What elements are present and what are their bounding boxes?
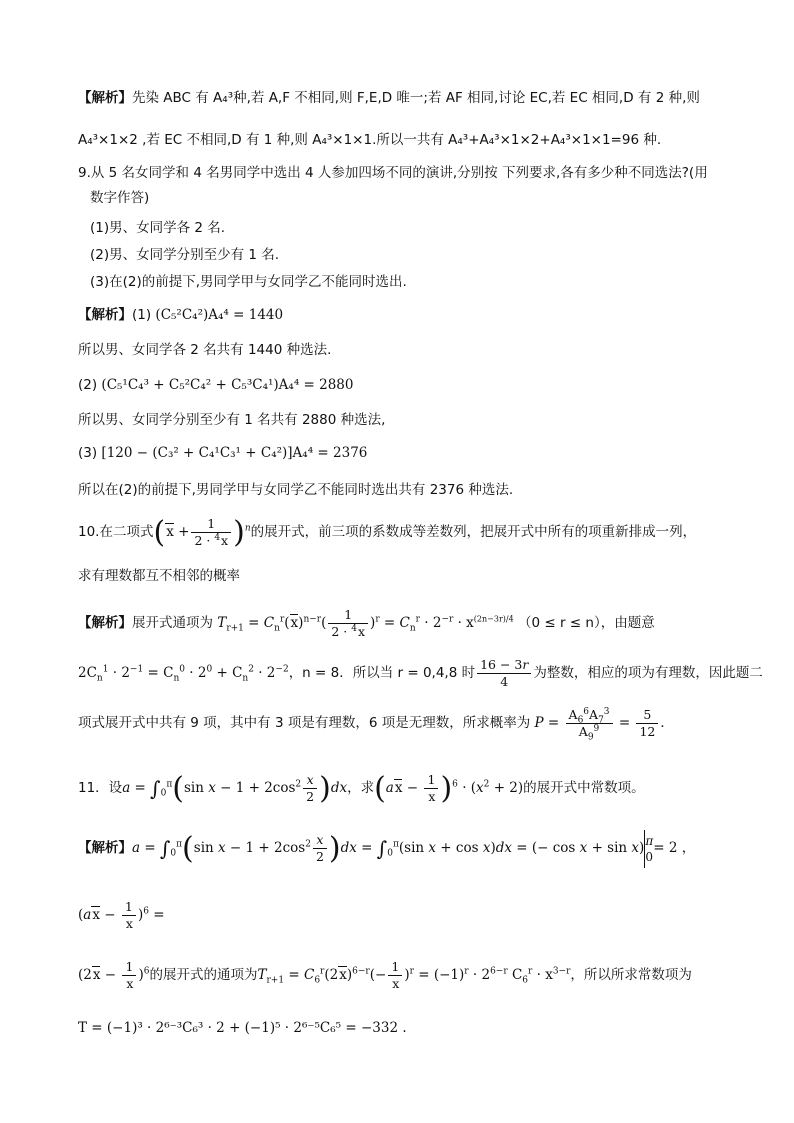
q9-answer-2: (2) (C₅¹C₄³ + C₅²C₄² + C₅³C₄¹)A₄⁴ = 2880 [78, 377, 354, 393]
solution-text-2: A₄³×1×2 ,若 EC 不相同,D 有 1 种,则 A₄³×1×1.所以一共有 A₄³+A₄³×1×2+A₄³×1×1=96 种. [78, 132, 662, 148]
q10-solution-2: $2C_n^1 \cdot 2^{-1} = C_n^0 \cdot 2^0 + C_n^2 \cdot 2^{-2}$，n = 8．所以当 r = 0,4,8 时 $\frac{16 - 3r}{4}$ 为整数，相应的项为有理数，因此题二 [78, 656, 763, 689]
q9-formula-3: [120 − (C₃² + C₄¹C₃¹ + C₄²)]A₄⁴ = 2376 [101, 445, 368, 461]
solution-tag: 【解析】 [78, 307, 132, 323]
q11-binomial-2: (2x − $\frac{1}{x}$ )$^6$ [78, 959, 150, 991]
q10-binomial: (x + $\frac{1}{2 \cdot ^4x}$ )$^n$ [153, 514, 251, 550]
solution-tag: 【解析】 [78, 90, 132, 106]
q10-equation: $2C_n^1 \cdot 2^{-1} = C_n^0 \cdot 2^0 + C_n^2 \cdot 2^{-2}$ [78, 664, 289, 684]
q10-stem-1: 10.在二项式(x + $\frac{1}{2 \cdot ^4x}$ )$^n$的展开式，前三项的系数成等差数列，把展开式中所有的项重新排成一列， [78, 514, 697, 550]
q9-answer-3-text: 所以在(2)的前提下,男同学甲与女同学乙不能同时选出共有 2376 种选法. [78, 482, 514, 498]
q10-stem-2: 求有理数都互不相邻的概率 [78, 568, 240, 584]
q11-final-answer: T = (−1)³ · 2⁶⁻³C₆³ · 2 + (−1)⁵ · 2⁶⁻⁵C₆⁵ = −332 . [78, 1020, 407, 1036]
q10-general-term: $T_{r+1} = C_n^r(x)^{n-r}$( $\frac{1}{2 \cdot ^4x}$ )$^r = C_n^r \cdot 2^{-r} \cdot x^{(2n-3r)/4}$ [217, 607, 514, 639]
q10-fraction: $\frac{16 - 3r}{4}$ [477, 657, 531, 690]
q11-integral-eval: $a = \int_0^\pi(\sin$ $x - 1 + 2\cos^2$ $\frac{x}{2}$ )$dx = \int_0^\pi(\sin$ x + cos x)dx = (− cos x + sin x)π 0 [132, 830, 654, 866]
q11-solution-1: 【解析】$a = \int_0^\pi(\sin$ $x - 1 + 2\cos^2$ $\frac{x}{2}$ )$dx = \int_0^\pi(\sin$ x + cos x)dx = (− cos x + sin x)π 0= 2 ， [78, 830, 696, 866]
q11-integral: $a = \int_0^\pi(\sin$ $x - 1 + 2\cos^2$ $\frac{x}{2}$ )dx [122, 770, 348, 806]
q9-stem-2: 数字作答) [90, 190, 150, 206]
solution-line-2 [78, 130, 661, 150]
solution-line-1 [78, 88, 700, 108]
q10-solution-1: 【解析】展开式通项为 $T_{r+1} = C_n^r(x)^{n-r}$( $\frac{1}{2 \cdot ^4x}$ )$^r = C_n^r \cdot 2^{-r} \cdot x^{(2n-3r)/4}$ （0 ≤ r ≤ n），由题意 [78, 607, 655, 639]
q9-answer-1: 【解析】(1) (C₅²C₄²)A₄⁴ = 1440 [78, 307, 284, 323]
q9-answer-1-text: 所以男、女同学各 2 名共有 1440 种选法. [78, 342, 332, 358]
q9-part-1: (1)男、女同学各 2 名. [90, 220, 226, 236]
q9-answer-2-text: 所以男、女同学分别至少有 1 名共有 2880 种选法, [78, 412, 386, 428]
q9-stem-1: 9.从 5 名女同学和 4 名男同学中选出 4 人参加四场不同的演讲,分别按 下列要求,各有多少种不同选法?(用 [78, 165, 708, 181]
q10-solution-3: 项式展开式中共有 9 项，其中有 3 项是有理数，6 项是无理数，所求概率为 P = $\frac{A_6^6A_7^3}{A_9^9}$ = $\frac{5}{12}$ ． [78, 706, 674, 743]
q9-formula-2: (C₅¹C₄³ + C₅²C₄² + C₅³C₄¹)A₄⁴ = 2880 [101, 377, 354, 393]
solution-tag: 【解析】 [78, 615, 132, 631]
q9-answer-3: (3) [120 − (C₃² + C₄¹C₃¹ + C₄²)]A₄⁴ = 2376 [78, 445, 368, 461]
solution-text-1: 先染 ABC 有 A₄³种,若 A,F 不相同,则 F,E,D 唯一;若 AF 相同,讨论 EC,若 EC 相同,D 有 2 种,则 [132, 90, 700, 106]
q11-general-term: $T_{r+1} = C_6^r(2x)^{6-r}(-$ $\frac{1}{x}$ )$^r = (-1)^r \cdot 2^{6-r}$ $C_6^r \cdot x^{3-r}$ [257, 959, 571, 991]
q11-stem: 11．设$a = \int_0^\pi(\sin$ $x - 1 + 2\cos^2$ $\frac{x}{2}$ )dx，求(ax − $\frac{1}{x}$ )$^6 \cdot (x^2 + 2)$的展开式中常数项。 [78, 770, 645, 806]
q11-solution-2: (ax − $\frac{1}{x}$ )$^6$ = [78, 899, 165, 931]
q10-probability: P = $\frac{A_6^6A_7^3}{A_9^9}$ = $\frac{5}{12}$ ． [534, 706, 674, 743]
q9-formula-1: (C₅²C₄²)A₄⁴ = 1440 [155, 307, 284, 323]
q9-part-2: (2)男、女同学分别至少有 1 名. [90, 247, 280, 263]
solution-tag: 【解析】 [78, 840, 132, 856]
q11-expression: (ax − $\frac{1}{x}$ )$^6 \cdot (x^2 + 2)$ [374, 770, 524, 806]
q9-part-3: (3)在(2)的前提下,男同学甲与女同学乙不能同时选出. [90, 274, 407, 290]
q11-binomial: (ax − $\frac{1}{x}$ )$^6$ [78, 899, 149, 931]
q11-solution-3: (2x − $\frac{1}{x}$ )$^6$的展开式的通项为$T_{r+1} = C_6^r(2x)^{6-r}(-$ $\frac{1}{x}$ )$^r = (-1)^r \cdot 2^{6-r}$ $C_6^r \cdot x^{3-r}$，所以所求常数项为 [78, 959, 692, 991]
